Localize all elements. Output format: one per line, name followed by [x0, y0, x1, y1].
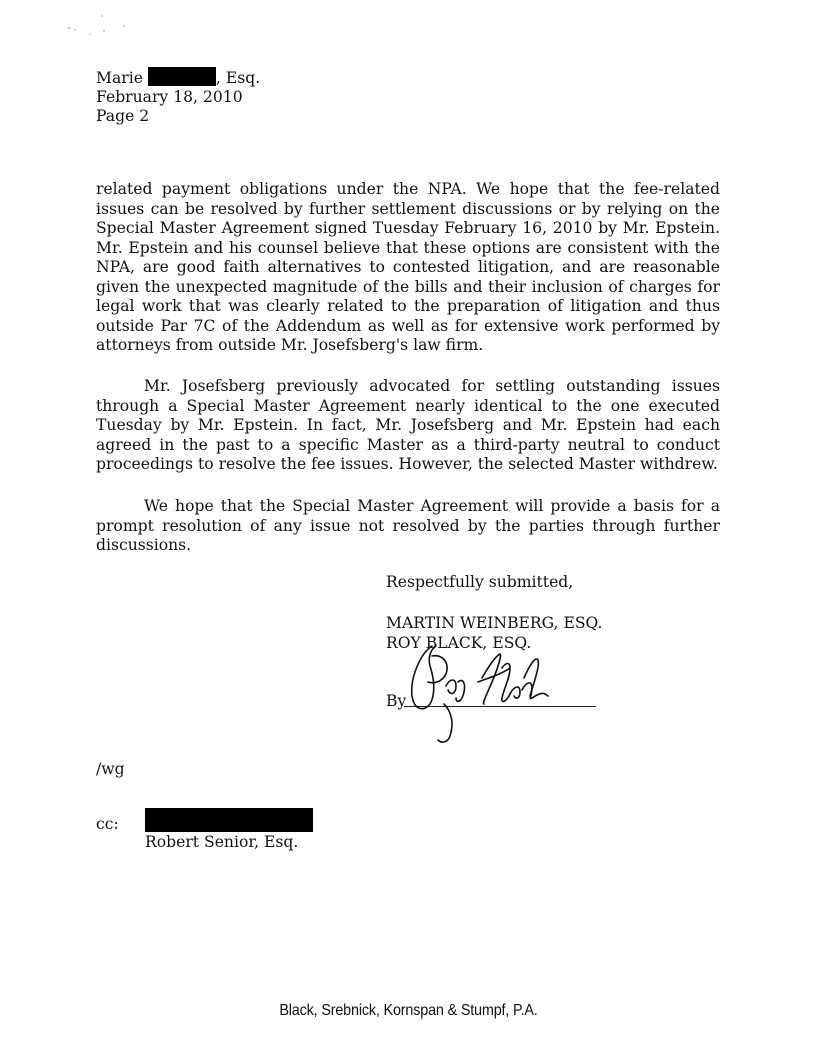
paragraph-2: Mr. Josefsberg previously advocated for settling outstanding issues through a Special Master Agreement nearly identical to the one executed Tuesday by Mr. Epstein. In fact, Mr. Josefsberg and Mr. Epstein had each agreed in the past to a specific Master as a third-party neutral to conduct proceedings to resolve the fee issues. However, the selected Master withdrew.: [96, 377, 720, 473]
page-number: Page 2: [96, 107, 150, 125]
by-label: By: [386, 692, 407, 710]
cc-redaction-bar: [145, 808, 313, 832]
recipient-suffix: , Esq.: [215, 69, 261, 87]
valediction: Respectfully submitted,: [386, 573, 574, 591]
letter-date: February 18, 2010: [96, 88, 243, 106]
paragraph-3: We hope that the Special Master Agreement will provide a basis for a prompt resolution of any issue not resolved by the parties through further discussions.: [96, 497, 720, 554]
scan-specks: [66, 12, 136, 36]
letter-header: [96, 67, 260, 126]
signer-weinberg: MARTIN WEINBERG, ESQ.: [386, 614, 603, 632]
cc-recipient: Robert Senior, Esq.: [145, 833, 299, 851]
typist-initials: /wg: [96, 760, 125, 778]
recipient-first-name: Marie: [96, 69, 143, 87]
handwritten-signature: [406, 638, 566, 746]
firm-footer: Black, Srebnick, Kornspan & Stumpf, P.A.: [279, 1002, 538, 1019]
redaction-bar: [148, 67, 216, 86]
cc-label: cc:: [96, 815, 119, 833]
signer-black: ROY BLACK, ESQ.: [386, 634, 532, 652]
paragraph-1: related payment obligations under the NPA. We hope that the fee-related issues can be resolved by further settlement discussions or by relying on the Special Master Agreement signed Tuesday February 16, 2010 by Mr. Epstein. Mr. Epstein and his counsel believe that these options are consistent with the NPA, are good faith alternatives to contested litigation, and are reasonable given the unexpected magnitude of the bills and their inclusion of charges for legal work that was clearly related to the preparation of litigation and thus outside Par 7C of the Addendum as well as for extensive work performed by attorneys from outside Mr. Josefsberg's law firm.: [96, 180, 720, 354]
recipient-line: [96, 67, 260, 88]
